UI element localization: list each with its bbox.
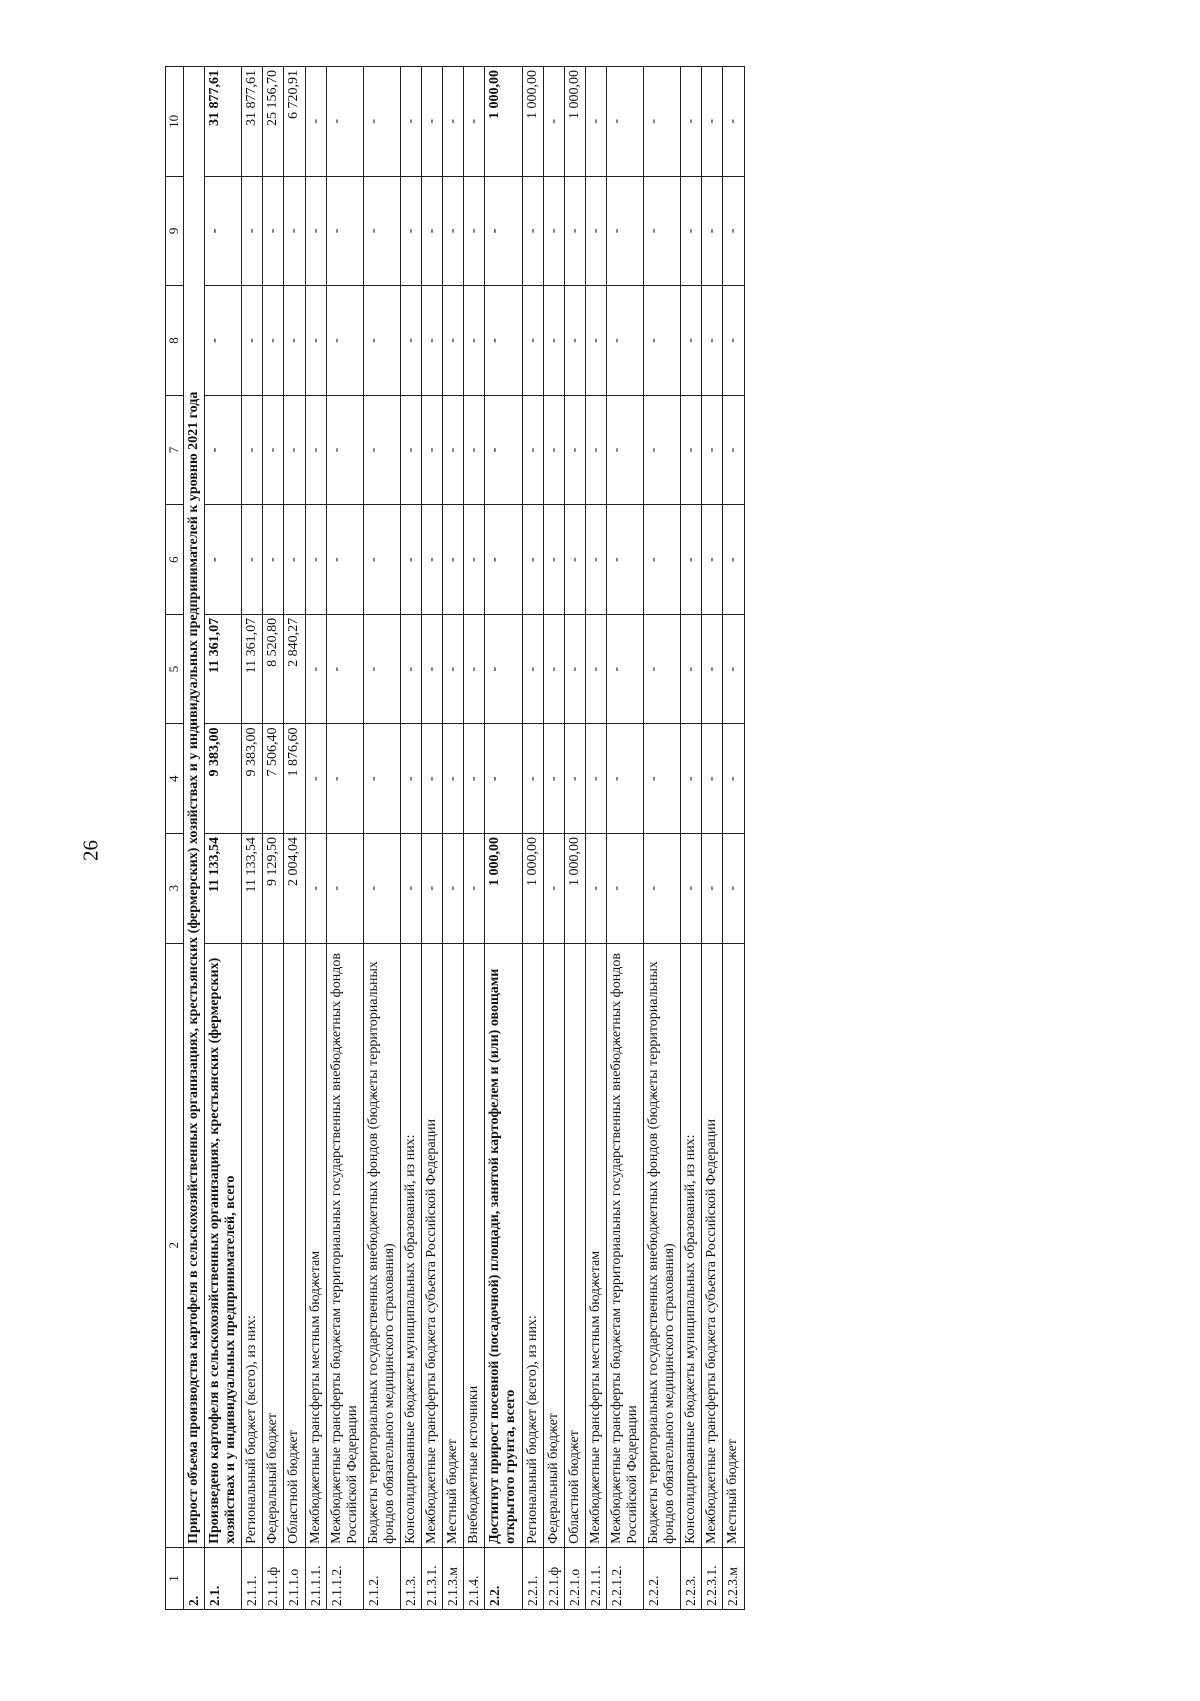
value-cell: - <box>464 67 485 177</box>
row-code: 2.2. <box>485 1547 522 1609</box>
row-name: Федеральный бюджет <box>263 943 284 1547</box>
value-cell: - <box>326 834 363 944</box>
value-cell: - <box>681 176 702 286</box>
row-name: Региональный бюджет (всего), из них: <box>242 943 263 1547</box>
value-cell: - <box>485 505 522 615</box>
row-code: 2.2.1. <box>522 1547 543 1609</box>
value-cell: 11 361,07 <box>242 614 263 724</box>
value-cell: - <box>326 67 363 177</box>
value-cell: - <box>585 395 606 505</box>
table-row <box>363 67 400 1610</box>
section-title: Прирост объема производства картофеля в сельскохозяйственных организациях, крестьянских (фермерских) хозяйствах и у индивидуальных предпринимателей к уровню 2021 года <box>183 67 204 1548</box>
value-cell: 2 840,27 <box>284 614 305 724</box>
value-cell: - <box>585 614 606 724</box>
value-cell: - <box>443 724 464 834</box>
value-cell: - <box>363 176 400 286</box>
value-cell: - <box>723 176 744 286</box>
header-cell: 6 <box>166 505 184 615</box>
value-cell: - <box>585 505 606 615</box>
value-cell: 9 383,00 <box>242 724 263 834</box>
value-cell: - <box>585 286 606 396</box>
value-cell: - <box>702 724 723 834</box>
value-cell: - <box>242 505 263 615</box>
value-cell: - <box>702 286 723 396</box>
table-row <box>702 67 723 1610</box>
value-cell: 2 004,04 <box>284 834 305 944</box>
value-cell: 11 133,54 <box>242 834 263 944</box>
table-row <box>443 67 464 1610</box>
value-cell: - <box>205 395 242 505</box>
header-cell: 10 <box>166 67 184 177</box>
header-cell: 5 <box>166 614 184 724</box>
row-name: Региональный бюджет (всего), из них: <box>522 943 543 1547</box>
value-cell: - <box>681 67 702 177</box>
value-cell: - <box>305 614 326 724</box>
table-row <box>400 67 421 1610</box>
table-row <box>485 67 522 1610</box>
value-cell: - <box>443 395 464 505</box>
table-row <box>326 67 363 1610</box>
value-cell: - <box>305 395 326 505</box>
value-cell: - <box>443 286 464 396</box>
value-cell: - <box>400 176 421 286</box>
value-cell: - <box>284 395 305 505</box>
table-row <box>723 67 744 1610</box>
value-cell: - <box>305 724 326 834</box>
value-cell: - <box>606 176 643 286</box>
value-cell: 31 877,61 <box>205 67 242 177</box>
value-cell: - <box>644 67 681 177</box>
row-code: 2.1.1.1. <box>305 1547 326 1609</box>
value-cell: 1 000,00 <box>564 834 585 944</box>
value-cell: - <box>422 67 443 177</box>
row-code: 2.1.1.о <box>284 1547 305 1609</box>
value-cell: - <box>284 286 305 396</box>
table-row <box>205 67 242 1610</box>
table-row <box>543 67 564 1610</box>
value-cell: - <box>485 286 522 396</box>
value-cell: - <box>363 395 400 505</box>
value-cell: - <box>564 724 585 834</box>
value-cell: - <box>522 505 543 615</box>
value-cell: - <box>644 724 681 834</box>
value-cell: - <box>363 505 400 615</box>
value-cell: - <box>400 724 421 834</box>
table-body <box>166 67 745 1610</box>
row-name: Областной бюджет <box>564 943 585 1547</box>
row-code: 2.1. <box>205 1547 242 1609</box>
value-cell: - <box>305 505 326 615</box>
row-code: 2.1.1.2. <box>326 1547 363 1609</box>
header-cell: 3 <box>166 834 184 944</box>
value-cell: - <box>464 395 485 505</box>
value-cell: - <box>723 614 744 724</box>
row-name: Межбюджетные трансферты местным бюджетам <box>305 943 326 1547</box>
value-cell: - <box>284 505 305 615</box>
value-cell: - <box>363 834 400 944</box>
value-cell: - <box>326 176 363 286</box>
value-cell: - <box>522 395 543 505</box>
row-code: 2.2.2. <box>644 1547 681 1609</box>
row-name: Межбюджетные трансферты бюджетам территориальных государственных внебюджетных фондов Российской Федерации <box>606 943 643 1547</box>
value-cell: 1 000,00 <box>522 834 543 944</box>
value-cell: - <box>242 395 263 505</box>
value-cell: 9 129,50 <box>263 834 284 944</box>
value-cell: - <box>205 505 242 615</box>
table-row <box>242 67 263 1610</box>
row-code: 2.1.1.ф <box>263 1547 284 1609</box>
table-row <box>564 67 585 1610</box>
row-name: Межбюджетные трансферты бюджетам территориальных государственных внебюджетных фондов Российской Федерации <box>326 943 363 1547</box>
value-cell: - <box>464 176 485 286</box>
row-code: 2.2.1.1. <box>585 1547 606 1609</box>
value-cell: - <box>464 834 485 944</box>
row-code: 2.2.1.2. <box>606 1547 643 1609</box>
row-name: Местный бюджет <box>723 943 744 1547</box>
value-cell: - <box>564 614 585 724</box>
value-cell: - <box>443 176 464 286</box>
table-row <box>305 67 326 1610</box>
value-cell: - <box>263 176 284 286</box>
row-name: Внебюджетные источники <box>464 943 485 1547</box>
value-cell: - <box>400 505 421 615</box>
value-cell: 31 877,61 <box>242 67 263 177</box>
value-cell: - <box>681 834 702 944</box>
value-cell: - <box>443 834 464 944</box>
value-cell: - <box>485 724 522 834</box>
value-cell: - <box>564 176 585 286</box>
value-cell: - <box>543 67 564 177</box>
value-cell: - <box>681 614 702 724</box>
value-cell: - <box>585 176 606 286</box>
value-cell: - <box>564 286 585 396</box>
row-name: Консолидированные бюджеты муниципальных образований, из них: <box>400 943 421 1547</box>
header-cell: 8 <box>166 286 184 396</box>
value-cell: - <box>400 834 421 944</box>
value-cell: - <box>305 834 326 944</box>
value-cell: - <box>723 67 744 177</box>
value-cell: - <box>681 724 702 834</box>
value-cell: - <box>284 176 305 286</box>
value-cell: 1 000,00 <box>564 67 585 177</box>
row-code: 2.1.3.м <box>443 1547 464 1609</box>
row-code: 2.1.2. <box>363 1547 400 1609</box>
value-cell: - <box>606 614 643 724</box>
header-cell: 1 <box>166 1547 184 1609</box>
value-cell: - <box>606 834 643 944</box>
value-cell: - <box>422 834 443 944</box>
row-code: 2.2.1.ф <box>543 1547 564 1609</box>
value-cell: - <box>644 614 681 724</box>
section-code: 2. <box>183 1547 204 1609</box>
value-cell: - <box>363 67 400 177</box>
table-row <box>681 67 702 1610</box>
budget-table <box>165 66 745 1610</box>
value-cell: - <box>305 176 326 286</box>
value-cell: - <box>606 67 643 177</box>
value-cell: - <box>464 505 485 615</box>
value-cell: - <box>242 176 263 286</box>
value-cell: - <box>443 614 464 724</box>
value-cell: - <box>422 614 443 724</box>
value-cell: - <box>702 614 723 724</box>
value-cell: - <box>305 67 326 177</box>
value-cell: 1 000,00 <box>485 67 522 177</box>
table-row <box>606 67 643 1610</box>
row-name: Межбюджетные трансферты бюджета субъекта Российской Федерации <box>422 943 443 1547</box>
value-cell: - <box>723 286 744 396</box>
value-cell: - <box>422 176 443 286</box>
value-cell: - <box>606 505 643 615</box>
value-cell: - <box>723 505 744 615</box>
row-code: 2.1.3. <box>400 1547 421 1609</box>
page-number: 26 <box>78 840 103 861</box>
value-cell: - <box>464 724 485 834</box>
value-cell: - <box>422 395 443 505</box>
value-cell: - <box>702 395 723 505</box>
value-cell: - <box>326 395 363 505</box>
header-cell: 2 <box>166 943 184 1547</box>
value-cell: - <box>242 286 263 396</box>
table-row <box>284 67 305 1610</box>
value-cell: 1 000,00 <box>522 67 543 177</box>
value-cell: - <box>723 395 744 505</box>
value-cell: - <box>422 286 443 396</box>
value-cell: - <box>205 176 242 286</box>
table-row <box>263 67 284 1610</box>
table-row <box>422 67 443 1610</box>
value-cell: - <box>326 724 363 834</box>
value-cell: - <box>564 505 585 615</box>
value-cell: - <box>443 505 464 615</box>
value-cell: - <box>485 395 522 505</box>
value-cell: - <box>400 395 421 505</box>
value-cell: - <box>723 834 744 944</box>
value-cell: - <box>205 286 242 396</box>
row-code: 2.1.4. <box>464 1547 485 1609</box>
value-cell: - <box>400 67 421 177</box>
value-cell: - <box>543 286 564 396</box>
header-cell: 7 <box>166 395 184 505</box>
value-cell: - <box>422 505 443 615</box>
table-row <box>464 67 485 1610</box>
row-code: 2.2.1.о <box>564 1547 585 1609</box>
value-cell: - <box>606 724 643 834</box>
value-cell: 25 156,70 <box>263 67 284 177</box>
value-cell: - <box>326 614 363 724</box>
value-cell: - <box>585 67 606 177</box>
row-name: Местный бюджет <box>443 943 464 1547</box>
value-cell: - <box>543 505 564 615</box>
value-cell: - <box>363 286 400 396</box>
row-name: Достигнут прирост посевной (посадочной) площади, занятой картофелем и (или) овощами открытого грунта, всего <box>485 943 522 1547</box>
header-row <box>166 67 184 1610</box>
value-cell: - <box>522 176 543 286</box>
section-row <box>183 67 204 1610</box>
value-cell: - <box>485 176 522 286</box>
row-code: 2.1.1. <box>242 1547 263 1609</box>
value-cell: - <box>263 395 284 505</box>
row-name: Бюджеты территориальных государственных внебюджетных фондов (бюджеты территориальных фондов обязательного медицинского страхования) <box>363 943 400 1547</box>
value-cell: - <box>485 614 522 724</box>
value-cell: - <box>543 724 564 834</box>
row-code: 2.2.3. <box>681 1547 702 1609</box>
value-cell: - <box>585 834 606 944</box>
header-cell: 4 <box>166 724 184 834</box>
value-cell: - <box>464 286 485 396</box>
value-cell: - <box>585 724 606 834</box>
value-cell: - <box>422 724 443 834</box>
row-name: Межбюджетные трансферты бюджета субъекта Российской Федерации <box>702 943 723 1547</box>
value-cell: - <box>543 614 564 724</box>
value-cell: - <box>464 614 485 724</box>
value-cell: - <box>644 176 681 286</box>
table-row <box>522 67 543 1610</box>
value-cell: - <box>363 724 400 834</box>
value-cell: - <box>263 286 284 396</box>
row-code: 2.1.3.1. <box>422 1547 443 1609</box>
value-cell: - <box>400 286 421 396</box>
value-cell: - <box>606 395 643 505</box>
value-cell: 1 876,60 <box>284 724 305 834</box>
value-cell: - <box>543 176 564 286</box>
row-code: 2.2.3.1. <box>702 1547 723 1609</box>
value-cell: - <box>326 286 363 396</box>
value-cell: - <box>702 505 723 615</box>
value-cell: - <box>702 834 723 944</box>
value-cell: - <box>644 834 681 944</box>
value-cell: 11 133,54 <box>205 834 242 944</box>
value-cell: 7 506,40 <box>263 724 284 834</box>
value-cell: - <box>305 286 326 396</box>
value-cell: - <box>681 286 702 396</box>
value-cell: - <box>606 286 643 396</box>
value-cell: - <box>723 724 744 834</box>
value-cell: - <box>263 505 284 615</box>
value-cell: - <box>522 724 543 834</box>
table-container <box>165 66 1075 1610</box>
value-cell: 1 000,00 <box>485 834 522 944</box>
value-cell: - <box>644 286 681 396</box>
value-cell: - <box>644 395 681 505</box>
value-cell: - <box>564 395 585 505</box>
table-row <box>585 67 606 1610</box>
value-cell: - <box>400 614 421 724</box>
value-cell: - <box>363 614 400 724</box>
row-name: Межбюджетные трансферты местным бюджетам <box>585 943 606 1547</box>
value-cell: - <box>702 176 723 286</box>
value-cell: 8 520,80 <box>263 614 284 724</box>
value-cell: - <box>681 505 702 615</box>
row-name: Консолидированные бюджеты муниципальных образований, из них: <box>681 943 702 1547</box>
value-cell: 6 720,91 <box>284 67 305 177</box>
table-row <box>644 67 681 1610</box>
header-cell: 9 <box>166 176 184 286</box>
value-cell: - <box>543 395 564 505</box>
row-name: Бюджеты территориальных государственных внебюджетных фондов (бюджеты территориальных фондов обязательного медицинского страхования) <box>644 943 681 1547</box>
value-cell: 11 361,07 <box>205 614 242 724</box>
row-code: 2.2.3.м <box>723 1547 744 1609</box>
value-cell: - <box>326 505 363 615</box>
value-cell: 9 383,00 <box>205 724 242 834</box>
value-cell: - <box>681 395 702 505</box>
value-cell: - <box>644 505 681 615</box>
value-cell: - <box>522 286 543 396</box>
row-name: Федеральный бюджет <box>543 943 564 1547</box>
value-cell: - <box>702 67 723 177</box>
row-name: Произведено картофеля в сельскохозяйственных организациях, крестьянских (фермерских) хозяйствах и у индивидуальных предпринимателей, всего <box>205 943 242 1547</box>
value-cell: - <box>443 67 464 177</box>
value-cell: - <box>543 834 564 944</box>
row-name: Областной бюджет <box>284 943 305 1547</box>
value-cell: - <box>522 614 543 724</box>
